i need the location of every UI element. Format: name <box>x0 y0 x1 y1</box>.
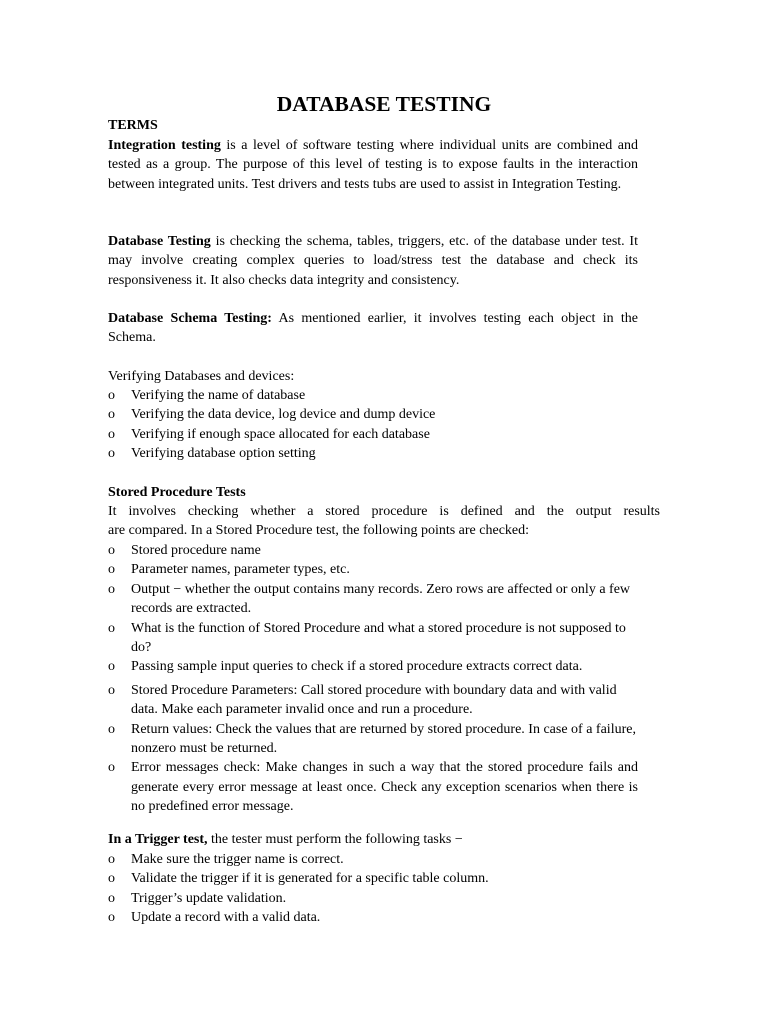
list-item: o Verifying database option setting <box>108 444 638 463</box>
stored-procedure-intro-line-1: It involves checking whether a stored procedure is defined and the output results <box>108 504 660 519</box>
trigger-test-intro <box>108 830 463 849</box>
list-item: o Validate the trigger if it is generated for a specific table column. <box>108 869 638 888</box>
database-testing-paragraph <box>108 232 638 290</box>
bullet-icon: o <box>108 620 115 636</box>
list-item: o Verifying the data device, log device and dump device <box>108 405 638 424</box>
bullet-icon: o <box>108 407 115 423</box>
list-item: o Trigger’s update validation. <box>108 889 638 908</box>
bullet-icon: o <box>108 760 115 776</box>
bullet-icon: o <box>108 682 115 698</box>
integration-testing-text: is a level of software testing where individual units are combined and tested as a group. The purpose of this level of testing is to expose faults in the interaction between integrated units. Test drivers and tests tubs are used to assist in Integration Testing. <box>108 138 638 192</box>
stored-procedure-list <box>108 541 638 817</box>
bullet-icon: o <box>108 910 115 926</box>
list-item: o Verifying the name of database <box>108 386 638 405</box>
list-item: o Stored Procedure Parameters: Call stored procedure with boundary data and with valid data. Make each parameter invalid once and run a procedure. <box>108 682 617 718</box>
bullet-icon: o <box>108 426 115 442</box>
bullet-icon: o <box>108 388 115 403</box>
integration-testing-paragraph <box>108 136 638 194</box>
bullet-icon: o <box>108 562 115 578</box>
schema-testing-text: As mentioned earlier, it involves testing each object in the Schema. <box>108 311 638 346</box>
bullet-icon: o <box>108 446 115 462</box>
bullet-icon: o <box>108 543 115 558</box>
verifying-intro: Verifying Databases and devices: <box>108 369 295 384</box>
list-item: o Return values: Check the values that are returned by stored procedure. In case of a failure, nonzero must be returned. <box>108 721 636 757</box>
bullet-icon: o <box>108 659 115 675</box>
list-item: o Passing sample input queries to check if a stored procedure extracts correct data. <box>108 657 638 676</box>
trigger-list <box>108 850 638 928</box>
stored-procedure-heading: Stored Procedure Tests <box>108 485 246 500</box>
bullet-icon: o <box>108 890 115 906</box>
list-item: o Stored procedure name <box>108 541 638 560</box>
trigger-test-term: In a Trigger test, <box>108 832 208 847</box>
trigger-test-text: the tester must perform the following tasks − <box>207 832 463 847</box>
database-testing-term: Database Testing <box>108 234 211 249</box>
list-item: o Output − whether the output contains many records. Zero rows are affected or only a few records are extracted. <box>108 581 631 617</box>
schema-testing-term: Database Schema Testing: <box>108 311 272 326</box>
bullet-icon: o <box>108 852 115 867</box>
list-item: o Verifying if enough space allocated for each database <box>108 425 638 444</box>
bullet-icon: o <box>108 721 115 737</box>
bullet-icon: o <box>108 871 115 887</box>
verifying-list <box>108 386 638 464</box>
list-item: o Error messages check: Make changes in such a way that the stored procedure fails and generate every error message at least once. Check any exception scenarios when there is no predefined error message. <box>108 760 638 815</box>
list-item: o Make sure the trigger name is correct. <box>108 850 638 869</box>
list-item: o Update a record with a valid data. <box>108 908 638 927</box>
stored-procedure-intro-line-2: are compared. In a Stored Procedure test, the following points are checked: <box>108 523 530 538</box>
bullet-icon: o <box>108 581 115 597</box>
schema-testing-paragraph <box>108 309 638 348</box>
list-item: o What is the function of Stored Procedure and what a stored procedure is not supposed to do? <box>108 620 626 656</box>
database-testing-text: is checking the schema, tables, triggers, etc. of the database under test. It may involve creating complex queries to load/stress test the database and check its responsiveness it. It also checks data integrity and consistency. <box>108 234 638 288</box>
list-item: o Parameter names, parameter types, etc. <box>108 560 638 579</box>
terms-heading: TERMS <box>108 118 158 133</box>
integration-testing-term: Integration testing <box>108 138 221 153</box>
document-title: DATABASE TESTING <box>276 92 492 116</box>
